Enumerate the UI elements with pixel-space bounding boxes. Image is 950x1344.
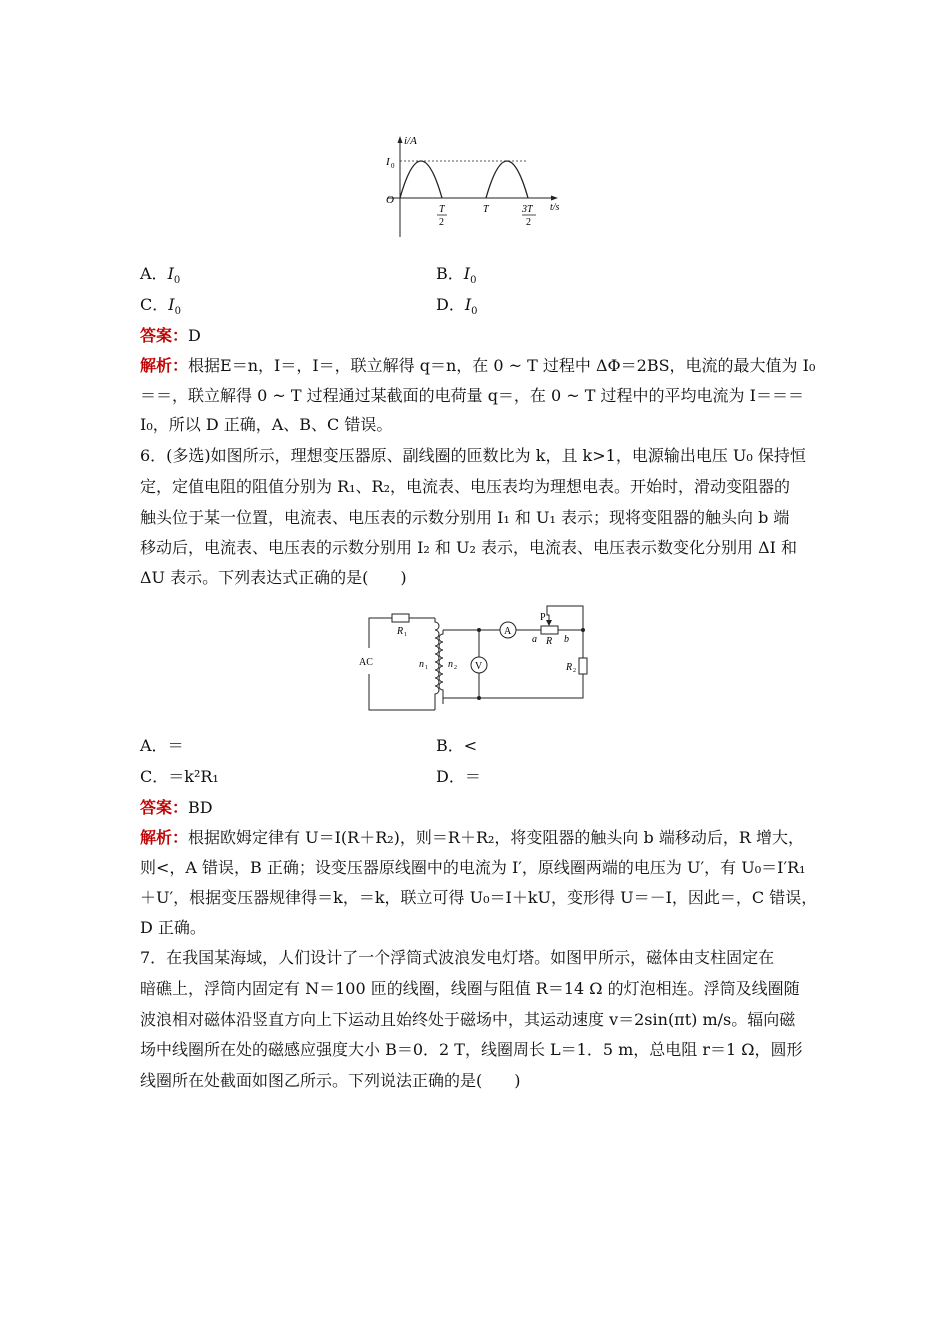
i0-sub: 0 <box>391 162 395 170</box>
q6-option-d: D．＝ <box>436 767 481 786</box>
current-time-graph <box>378 132 578 242</box>
b-label: b <box>564 634 569 645</box>
y-axis-label: i/A <box>404 135 417 147</box>
q5-analysis-line-1: 解析：根据E＝n，I＝，I＝，联立解得 q＝n，在 0 ~ T 过程中 ΔΦ＝2BS，电流的最大值为 I₀ <box>140 356 816 375</box>
transformer-circuit <box>355 602 595 717</box>
q6-option-c: C．＝k²R₁ <box>140 767 219 786</box>
q6-analysis-line-3: ＋U′，根据变压器规律得＝k，＝k，联立可得 U₀＝I＋kU，变形得 U＝－I，因此＝，C 错误， <box>140 888 818 907</box>
q7-stem-line-1: 7．在我国某海域，人们设计了一个浮筒式波浪发电灯塔。如图甲所示，磁体由支柱固定在 <box>140 948 775 967</box>
q7-stem-line-4: 场中线圈所在处的磁感应强度大小 B＝0．2 T，线圈周长 L＝1．5 m，总电阻 r＝1 Ω，圆形 <box>140 1040 803 1059</box>
origin-label: O <box>386 194 394 206</box>
i0-label: I <box>386 156 390 168</box>
q6-stem-line-5: ΔU 表示。下列表达式正确的是( ) <box>140 568 407 587</box>
q5-option-b: B．$I_0$ <box>436 264 477 287</box>
r1-label: R <box>397 626 404 637</box>
tick2-label: T <box>483 204 489 215</box>
q6-analysis-line-1: 解析：根据欧姆定律有 U＝I(R＋R₂)，则＝R＋R₂，将变阻器的触头向 b 端移动后，R 增大， <box>140 828 804 847</box>
voltmeter-label: V <box>475 661 483 672</box>
ac-label: AC <box>359 657 373 668</box>
ammeter-label: A <box>504 626 512 637</box>
q6-stem-line-3: 触头位于某一位置，电流表、电压表的示数分别用 I₁ 和 U₁ 表示；现将变阻器的触头向 b 端 <box>140 508 790 527</box>
tick1-den: 2 <box>439 217 444 228</box>
q6-option-a: A．＝ <box>140 736 184 755</box>
q5-option-c: C．$I_0$ <box>140 295 181 318</box>
q7-stem-line-3: 波浪相对磁体沿竖直方向上下运动且始终处于磁场中，其运动速度 v＝2sin(πt) m/s。辐向磁 <box>140 1010 796 1029</box>
n2-label: n <box>448 659 453 670</box>
r1-sub: 1 <box>404 632 407 638</box>
n1-sub: 1 <box>425 665 428 671</box>
n2-sub: 2 <box>454 665 457 671</box>
q6-analysis-line-2: 则<，A 错误，B 正确；设变压器原线圈中的电流为 I′，原线圈两端的电压为 U′，有 U₀＝I′R₁ <box>140 858 806 877</box>
q6-stem-line-1: 6．(多选)如图所示，理想变压器原、副线圈的匝数比为 k，且 k>1，电源输出电压 U₀ 保持恒 <box>140 446 806 465</box>
q7-stem-line-2: 暗礁上，浮筒内固定有 N＝100 匝的线圈，线圈与阻值 R＝14 Ω 的灯泡相连。浮筒及线圈随 <box>140 979 800 998</box>
q5-option-d: D．$I_0$ <box>436 295 478 318</box>
a-label: a <box>532 634 537 645</box>
q5-analysis-line-2: ＝＝，联立解得 0 ~ T 过程通过某截面的电荷量 q＝，在 0 ~ T 过程中的平均电流为 I＝＝＝ <box>140 386 804 405</box>
p-label: P <box>540 612 546 623</box>
q6-stem-line-2: 定，定值电阻的阻值分别为 R₁、R₂，电流表、电压表均为理想电表。开始时，滑动变阻器的 <box>140 477 791 496</box>
r2-sub: 2 <box>573 668 576 674</box>
n1-label: n <box>419 659 424 670</box>
tick3-num: 3T <box>522 204 533 215</box>
q5-option-a: A．$I_0$ <box>140 264 181 287</box>
tick1-num: T <box>439 204 445 215</box>
q7-stem-line-5: 线圈所在处截面如图乙所示。下列说法正确的是( ) <box>140 1071 521 1090</box>
r2-label: R <box>566 662 573 673</box>
q6-stem-line-4: 移动后，电流表、电压表的示数分别用 I₂ 和 U₂ 表示，电流表、电压表示数变化分别用 ΔI 和 <box>140 538 798 557</box>
r-label: R <box>546 636 553 647</box>
q6-option-b: B．< <box>436 736 478 755</box>
q5-answer: 答案：D <box>140 326 201 345</box>
q6-analysis-line-4: D 正确。 <box>140 918 206 937</box>
tick3-den: 2 <box>526 217 531 228</box>
x-axis-label: t/s <box>550 202 560 213</box>
q5-analysis-line-3: I₀，所以 D 正确，A、B、C 错误。 <box>140 415 393 434</box>
q6-answer: 答案：BD <box>140 798 213 817</box>
